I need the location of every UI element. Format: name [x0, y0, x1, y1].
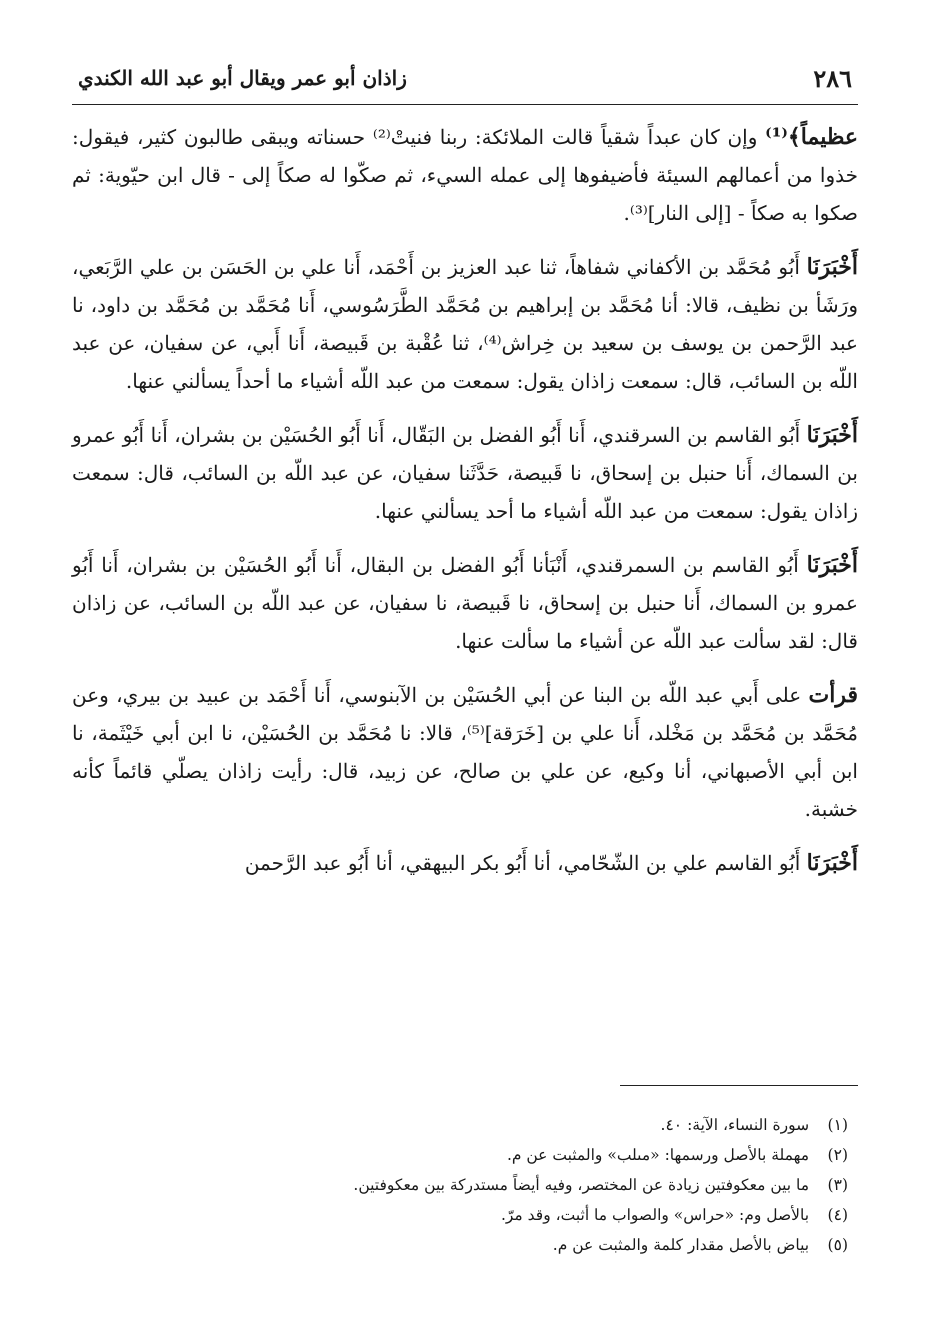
footnote-number: (١) — [827, 1116, 848, 1134]
paragraph-lead: عظيماً﴾⁽¹⁾ — [765, 124, 859, 150]
footnote — [72, 1200, 858, 1230]
running-title: زاذان أبو عمر ويقال أبو عبد الله الكندي — [78, 66, 407, 90]
page-header — [72, 56, 858, 105]
paragraph — [72, 416, 858, 530]
footnote-text: بياض بالأصل مقدار كلمة والمثبت عن م. — [552, 1236, 810, 1254]
paragraph-lead: قرأت — [808, 682, 858, 708]
footnote — [72, 1110, 858, 1140]
paragraph-lead: أَخْبَرَنَا — [806, 850, 858, 876]
paragraph-lead: أَخْبَرَنَا — [806, 422, 858, 448]
footnote-number: (٤) — [827, 1206, 848, 1224]
main-text — [72, 118, 858, 898]
paragraph — [72, 676, 858, 828]
footnote-number: (٢) — [827, 1146, 848, 1164]
paragraph-text: أَبُو القاسم بن السرقندي، أَنا أَبُو الفضل بن البَقّال، أَنا أَبُو الحُسَيْن بن بشران، أَنا أَبُو عمرو بن السماك، أَنا حنبل بن إسحاق، نا قَبيصة، حَدَّثَنا سفيان، عن عبد اللّه بن السائب، قال: سمعت زاذان يقول: سمعت من عبد اللّه أشياء ما أحد يسألني عنها. — [72, 423, 858, 523]
paragraph — [72, 118, 858, 232]
footnote-divider — [620, 1085, 858, 1086]
footnote-text: سورة النساء، الآية: ٤٠. — [660, 1116, 810, 1134]
footnote-text: بالأصل وم: «حراس» والصواب ما أثبت، وقد مرّ. — [500, 1206, 810, 1224]
footnote — [72, 1230, 858, 1260]
paragraph-text: وإن كان عبداً شقياً قالت الملائكة: ربنا فنيتْ⁽²⁾ حسناته ويبقى طالبون كثير، فيقول: خذوا من أعمالهم السيئة فأضيفوها إلى عمله السيء، ثم صكّوا له صكاً إلى - قال ابن حيّوية: ثم صكوا به صكاً - [إلى النار]⁽³⁾. — [72, 125, 858, 225]
paragraph-text: أَبُو القاسم بن السمرقندي، أَنْبَأنا أَبُو الفضل بن البقال، أَنا أَبُو الحُسَيْن بن بشران، أَنا أَبُو عمرو بن السماك، أَنا حنبل بن إسحاق، نا قَبيصة، نا سفيان، عن عبد اللّه بن السائب، عن زاذان قال: لقد سألت عبد اللّه عن أشياء ما سألت عنها. — [72, 553, 858, 653]
paragraph-text: أَبُو مُحَمَّد بن الأكفاني شفاهاً، ثنا عبد العزيز بن أَحْمَد، أَنا علي بن الحَسَن بن علي الرَّبَعي، ورَشَأ بن نظيف، قالا: أنا مُحَمَّد بن إبراهيم بن مُحَمَّد الطَّرَسُوسي، أَنا مُحَمَّد بن مُحَمَّد بن داود، نا عبد الرَّحمن بن يوسف بن سعيد بن خِراش⁽⁴⁾، ثنا عُقْبة بن قَبيصة، أَنا أَبي، عن سفيان، عن عبد اللّه بن السائب، قال: سمعت زاذان يقول: سمعت من عبد اللّه أشياء ما أحداً يسألني عنها. — [72, 255, 858, 393]
paragraph-text: أَبُو القاسم علي بن الشّحّامي، أنا أَبُو بكر البيهقي، أنا أَبُو عبد الرَّحمن — [244, 851, 807, 875]
footnotes — [72, 1110, 858, 1260]
footnote — [72, 1170, 858, 1200]
paragraph-lead: أَخْبَرَنَا — [806, 552, 858, 578]
paragraph-lead: أَخْبَرَنَا — [806, 254, 858, 280]
page-number: ٢٨٦ — [813, 64, 852, 93]
paragraph-text: على أَبي عبد اللّه بن البنا عن أبي الحُسَيْن بن الآبنوسي، أَنا أَحْمَد بن عبيد بن بيري، وعن مُحَمَّد بن مُحَمَّد بن مَخْلد، أَنا علي بن [خَرَقة]⁽⁵⁾، قالا: نا مُحَمَّد بن الحُسَيْن، نا ابن أبي خَيْثَمة، نا ابن أبي الأصبهاني، أنا وكيع، عن علي بن صالح، عن زبيد، قال: رأيت زاذان يصلّي قائماً كأنه خشبة. — [72, 683, 858, 821]
footnote-number: (٥) — [827, 1236, 848, 1254]
paragraph — [72, 248, 858, 400]
paragraph — [72, 546, 858, 660]
paragraph — [72, 844, 858, 882]
footnote-text: مهملة بالأصل ورسمها: «مىلب» والمثبت عن م. — [506, 1146, 810, 1164]
footnote — [72, 1140, 858, 1170]
footnote-text: ما بين معكوفتين زيادة عن المختصر، وفيه أيضاً مستدركة بين معكوفتين. — [353, 1176, 810, 1194]
footnote-number: (٣) — [827, 1176, 848, 1194]
